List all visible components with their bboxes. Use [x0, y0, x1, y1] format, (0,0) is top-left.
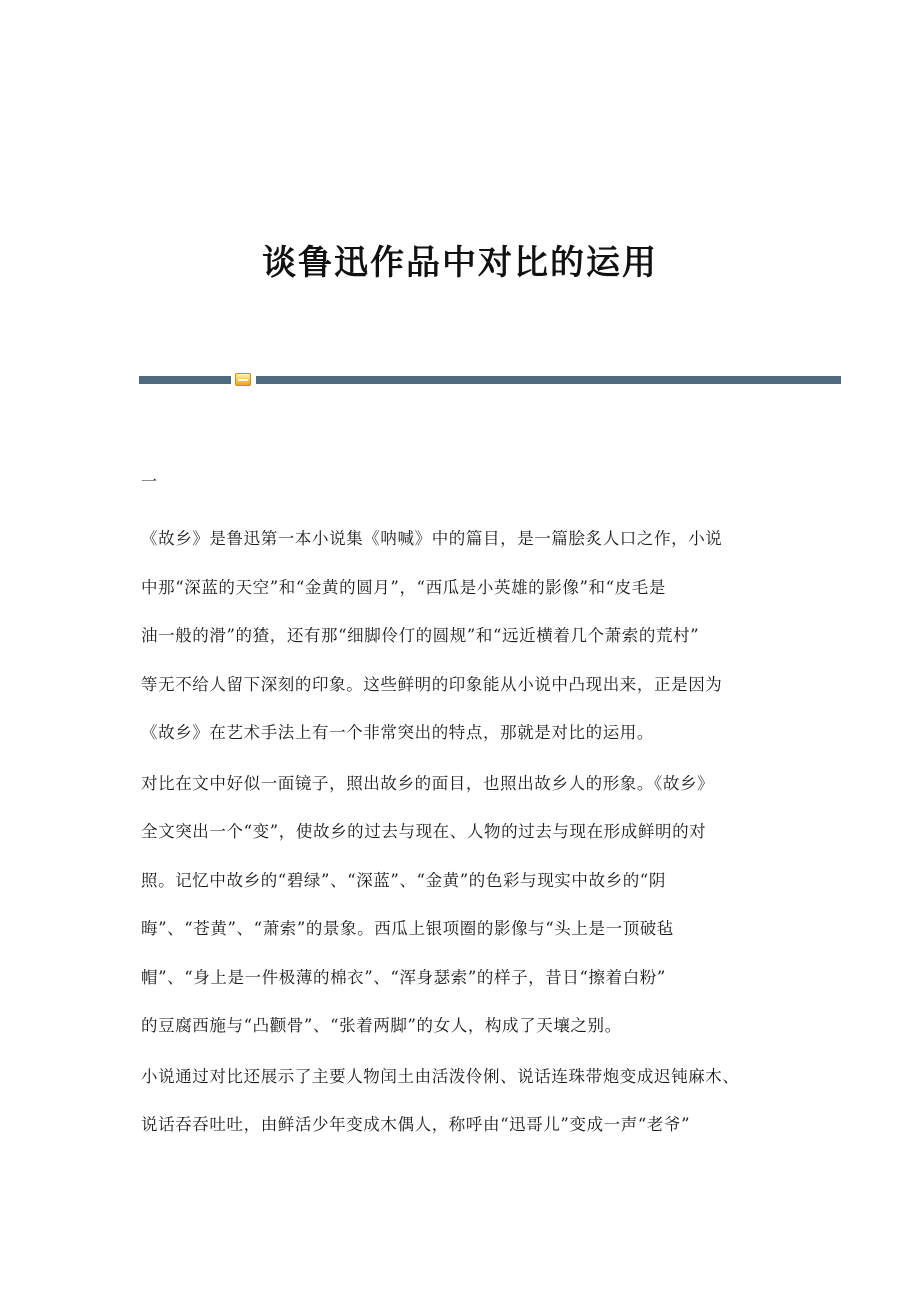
- text-line: 油一般的滑”的猹，还有那“细脚伶仃的圆规”和“远近横着几个萧索的荒村”: [141, 626, 700, 645]
- divider-bar-right: [256, 376, 841, 384]
- text-line: 小说通过对比还展示了主要人物闰土由活泼伶俐、说话连珠带炮变成迟钝麻木、: [141, 1066, 740, 1086]
- text-line: 等无不给人留下深刻的印象。这些鲜明的印象能从小说中凸现出来，正是因为: [141, 674, 723, 694]
- text-line: 全文突出一个“变”，使故乡的过去与现在、人物的过去与现在形成鲜明的对: [141, 822, 707, 841]
- text-line: 说话吞吞吐吐，由鲜活少年变成木偶人，称呼由“迅哥儿”变成一声“老爷”: [141, 1115, 691, 1134]
- article-body: [141, 520, 791, 1157]
- text-line: 晦”、“苍黄”、“萧索”的景象。西瓜上银项圈的影像与“头上是一顶破毡: [141, 919, 675, 938]
- section-number: 一: [141, 472, 158, 491]
- paragraph-1: [141, 520, 791, 763]
- text-line: 《故乡》是鲁迅第一本小说集《呐喊》中的篇目，是一篇脍炙人口之作，小说: [141, 529, 723, 548]
- document-emblem-icon: [235, 373, 251, 386]
- text-line: 对比在文中好似一面镜子，照出故乡的面目，也照出故乡人的形象。《故乡》: [141, 773, 715, 793]
- divider-bar-left: [139, 376, 231, 384]
- text-line: 的豆腐西施与“凸颧骨”、“张着两脚”的女人，构成了天壤之别。: [141, 1016, 622, 1035]
- title-divider: [139, 372, 841, 388]
- text-line: 《故乡》在艺术手法上有一个非常突出的特点，那就是对比的运用。: [141, 723, 654, 742]
- paragraph-2: [141, 765, 791, 1056]
- page-title: 谈鲁迅作品中对比的运用: [262, 242, 658, 283]
- text-line: 照。记忆中故乡的“碧绿”、“深蓝”、“金黄”的色彩与现实中故乡的“阴: [141, 870, 666, 890]
- paragraph-3: [141, 1058, 791, 1155]
- text-line: 中那“深蓝的天空”和“金黄的圆月”，“西瓜是小英雄的影像”和“皮毛是: [141, 577, 666, 597]
- text-line: 帽”、“身上是一件极薄的棉衣”、“浑身瑟索”的样子，昔日“擦着白粉”: [141, 967, 666, 987]
